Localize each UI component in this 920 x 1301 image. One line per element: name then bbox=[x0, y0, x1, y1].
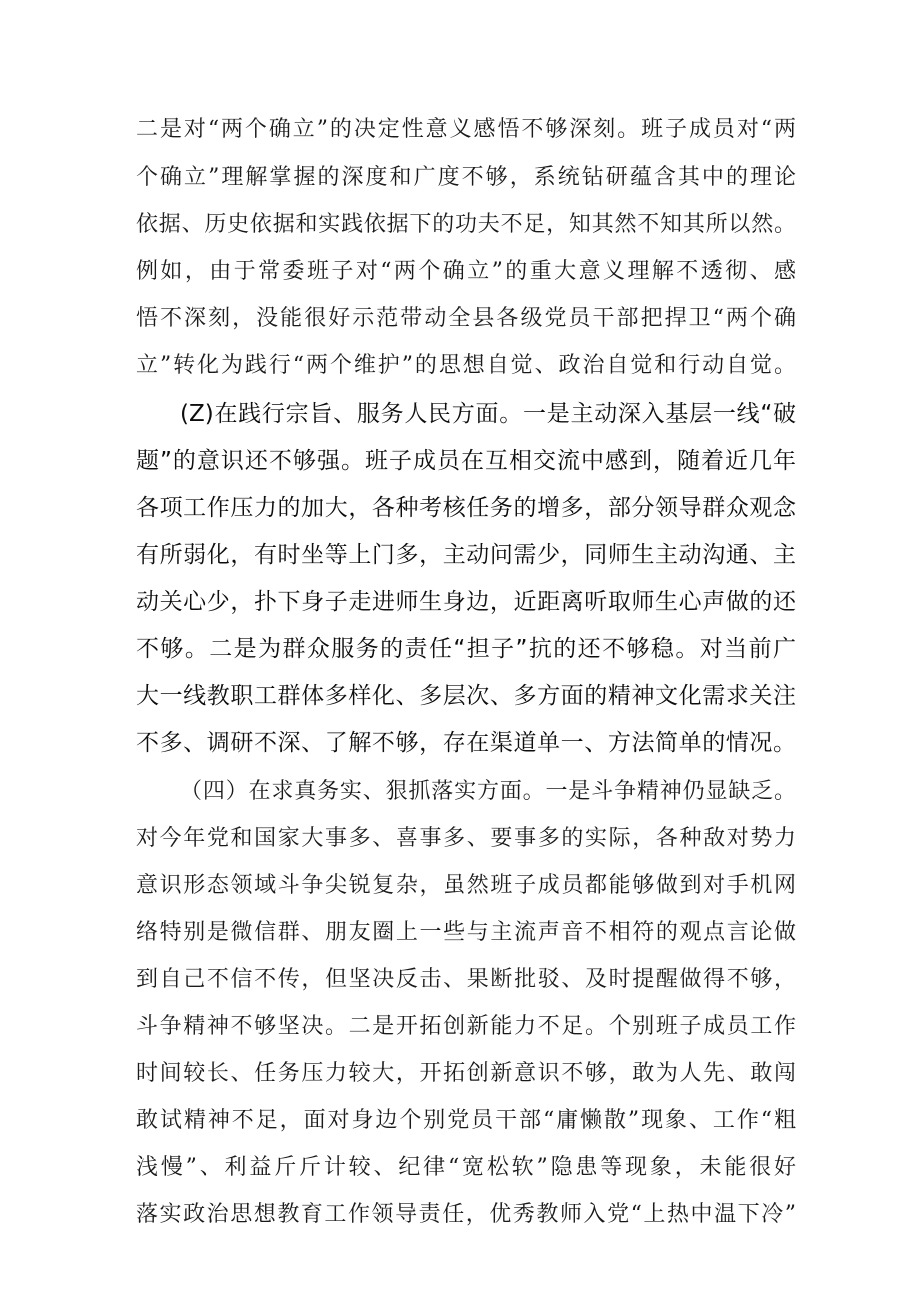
text-line: 不够。二是为群众服务的责任“担子”抗的还不够稳。对当前广 bbox=[136, 636, 796, 662]
text-line: 大一线教职工群体多样化、多层次、多方面的精神文化需求关注 bbox=[136, 683, 796, 709]
text-line: 依据、历史依据和实践依据下的功夫不足，知其然不知其所以然。 bbox=[136, 212, 796, 237]
text-line: 有所弱化，有时坐等上门多，主动问需少，同师生主动沟通、主 bbox=[136, 542, 796, 568]
text-line: 敢试精神不足，面对身边个别党员干部“庸懒散”现象、工作“粗 bbox=[136, 1108, 796, 1133]
text-line: 各项工作压力的加大，各种考核任务的增多，部分领导群众观念 bbox=[136, 495, 796, 521]
text-line: 二是对“两个确立”的决定性意义感悟不够深刻。班子成员对“两 bbox=[136, 117, 796, 142]
text-line: 个确立”理解掌握的深度和广度不够，系统钻研蕴含其中的理论 bbox=[136, 165, 796, 190]
section-heading-line: (Z)在践行宗旨、服务人民方面。一是主动深入基层一线“破 bbox=[180, 401, 796, 427]
text-line: 浅慢”、利益斤斤计较、纪律“宽松软”隐患等现象，未能很好 bbox=[136, 1155, 796, 1180]
section-heading-line: （四）在求真务实、狠抓落实方面。一是斗争精神仍显缺乏。 bbox=[180, 779, 796, 804]
text-line: 络特别是微信群、朋友圈上一些与主流声音不相符的观点言论做 bbox=[136, 920, 796, 945]
text-line: 例如，由于常委班子对“两个确立”的重大意义理解不透彻、感 bbox=[136, 259, 796, 284]
text-line: 立”转化为践行“两个维护”的思想自觉、政治自觉和行动自觉。 bbox=[136, 353, 796, 378]
text-line: 悟不深刻，没能很好示范带动全县各级党员干部把捍卫“两个确 bbox=[136, 306, 796, 331]
text-line: 意识形态领域斗争尖锐复杂，虽然班子成员都能够做到对手机网 bbox=[136, 873, 796, 898]
text-line: 落实政治思想教育工作领导责任，优秀教师入党“上热中温下冷” bbox=[136, 1202, 796, 1227]
text-line: 动关心少，扑下身子走进师生身边，近距离听取师生心声做的还 bbox=[136, 589, 796, 615]
text-line: 时间较长、任务压力较大，开拓创新意识不够，敢为人先、敢闯 bbox=[136, 1061, 796, 1086]
text-line: 题”的意识还不够强。班子成员在互相交流中感到，随着近几年 bbox=[136, 448, 796, 474]
text-line: 到自己不信不传，但坚决反击、果断批驳、及时提醒做得不够， bbox=[136, 967, 796, 992]
text-line: 不多、调研不深、了解不够，存在渠道单一、方法简单的情况。 bbox=[136, 730, 796, 756]
text-line: 斗争精神不够坚决。二是开拓创新能力不足。个别班子成员工作 bbox=[136, 1014, 796, 1039]
text-line: 对今年党和国家大事多、喜事多、要事多的实际，各种敌对势力 bbox=[136, 826, 796, 851]
